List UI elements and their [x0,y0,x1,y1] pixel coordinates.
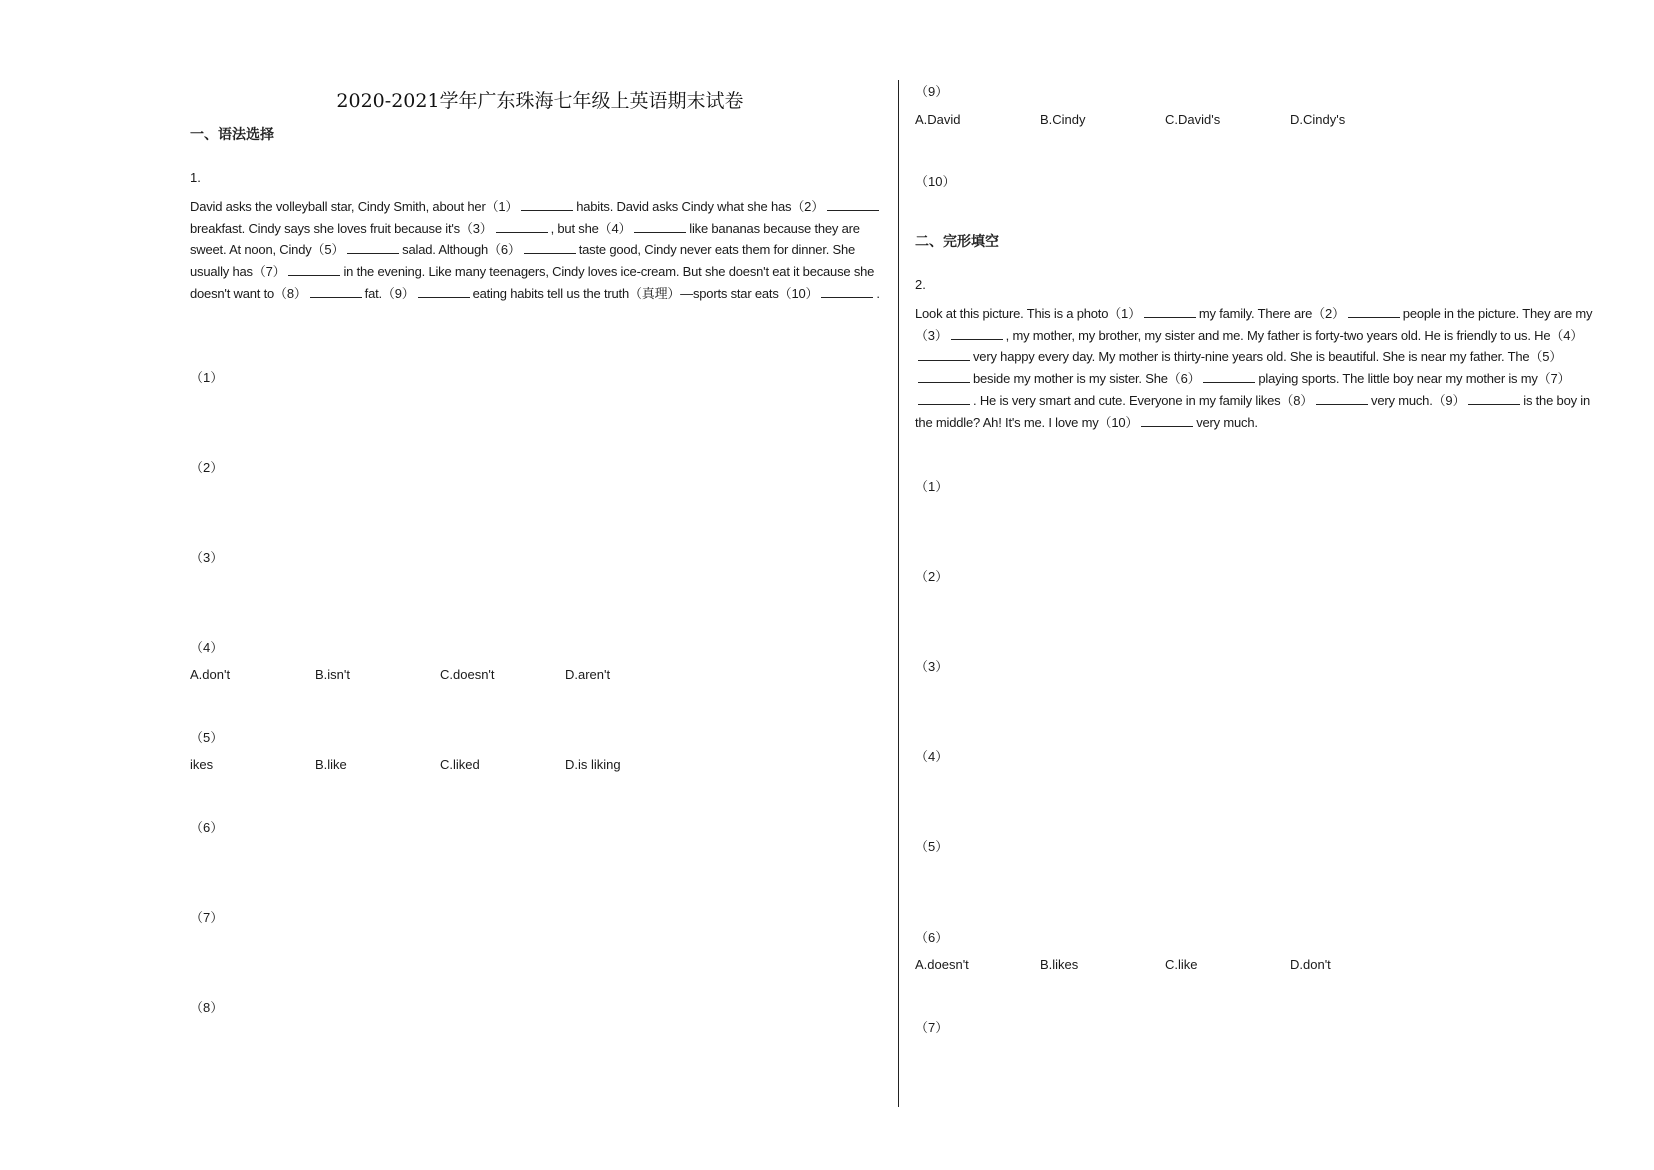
answer-blank-9[interactable] [1468,392,1520,405]
options-item-4 [190,667,880,687]
answer-blank-4[interactable] [634,220,686,233]
answer-blank-10[interactable] [1141,414,1193,427]
sub-item-1: （1） [915,479,949,494]
answer-blank-6[interactable] [1203,370,1255,383]
option-b[interactable]: B.Cindy [1040,112,1086,127]
sub-item-7: （7） [915,1020,949,1035]
passage-text: fat.（9） [364,285,415,301]
answer-blank-2[interactable] [1348,305,1400,318]
answer-blank-1[interactable] [521,198,573,211]
passage-text: breakfast. Cindy says she loves fruit because it's（3） [190,220,493,236]
sub-item-6: （6） [190,820,224,835]
option-a[interactable]: A.David [915,112,961,127]
sub-item-8: （8） [190,1000,224,1015]
page-title: 2020-2021学年广东珠海七年级上英语期末试卷 [336,90,744,112]
question-2-number: 2. [915,277,926,292]
options-item-5 [190,757,880,777]
sub-item-7: （7） [190,910,224,925]
sub-item-6: （6） [915,930,949,945]
answer-blank-5[interactable] [918,370,970,383]
passage-text: beside my mother is my sister. She（6） [973,371,1201,387]
sub-item-3: （3） [190,550,224,565]
answer-blank-6[interactable] [524,241,576,254]
passage-text: Look at this picture. This is a photo（1） [915,306,1141,321]
passage-text: in the evening. Like many teenagers, Cindy loves ice-cream. But she doesn't eat it because she doesn't want to（8） [190,264,875,301]
options-item-6 [915,957,1605,977]
option-a[interactable]: A.don't [190,667,231,682]
passage-text: very much. [1196,414,1258,430]
answer-blank-3[interactable] [951,327,1003,340]
sub-item-1: （1） [190,370,224,385]
option-c[interactable]: C.liked [440,757,480,772]
sub-item-2: （2） [915,569,949,584]
option-d[interactable]: D.Cindy's [1290,112,1346,127]
answer-blank-2[interactable] [827,198,879,211]
option-d[interactable]: D.aren't [565,667,611,682]
options-item-9 [915,112,1605,132]
passage-text: my family. There are（2） [1198,306,1345,321]
sub-item-5: （5） [915,839,949,854]
sub-item-5: （5） [190,730,224,745]
option-c[interactable]: C.like [1165,957,1198,972]
question-1-passage [190,196,890,305]
section-2-heading: 二、完形填空 [915,234,999,250]
sub-item-9: （9） [915,84,949,99]
passage-text: like bananas because they are sweet. At noon, Cindy（5） [190,220,860,258]
option-a[interactable]: ikes [190,757,214,772]
option-c[interactable]: C.doesn't [440,667,495,682]
sub-item-4: （4） [190,640,224,655]
answer-blank-8[interactable] [1316,392,1368,405]
answer-blank-3[interactable] [496,220,548,233]
answer-blank-10[interactable] [821,285,873,298]
option-c[interactable]: C.David's [1165,112,1221,127]
passage-text: David asks the volleyball star, Cindy Smith, about her（1） [190,199,519,214]
passage-text: habits. David asks Cindy what she has（2） [576,199,824,214]
passage-text: . He is very smart and cute. Everyone in my family likes（8） [973,392,1314,408]
sub-item-3: （3） [915,659,949,674]
passage-text: , but she（4） [550,220,632,236]
answer-blank-4[interactable] [918,348,970,361]
option-d[interactable]: D.is liking [565,757,621,772]
answer-blank-1[interactable] [1144,305,1196,318]
passage-text: people in the picture. They are my（3） [915,306,1593,343]
passage-text: salad. Although（6） [402,242,521,258]
option-b[interactable]: B.likes [1040,957,1079,972]
passage-text: , my mother, my brother, my sister and me. My father is forty-two years old. He is friendly to us. He（4） [1005,327,1584,343]
passage-text: taste good, Cindy never eats them for dinner. She usually has（7） [190,242,856,280]
section-1-heading: 一、语法选择 [190,127,274,143]
answer-blank-8[interactable] [310,285,362,298]
option-b[interactable]: B.isn't [315,667,350,682]
option-a[interactable]: A.doesn't [915,957,969,972]
option-b[interactable]: B.like [315,757,347,772]
answer-blank-9[interactable] [418,285,470,298]
passage-text: very much.（9） [1371,392,1466,408]
answer-blank-5[interactable] [347,241,399,254]
sub-item-10: （10） [915,174,956,189]
sub-item-4: （4） [915,749,949,764]
sub-item-2: （2） [190,460,224,475]
answer-blank-7[interactable] [918,392,970,405]
option-d[interactable]: D.don't [1290,957,1331,972]
passage-text: playing sports. The little boy near my mother is my（7） [1258,371,1571,387]
passage-text: eating habits tell us the truth（真理）—sports star eats（10） [472,285,819,301]
question-1-number: 1. [190,170,201,185]
passage-text: is the boy in the middle? Ah! It's me. I love my（10） [915,392,1591,430]
answer-blank-7[interactable] [288,263,340,276]
column-divider [898,80,899,1107]
passage-text: very happy every day. My mother is thirty-nine years old. She is beautiful. She is near my father. The（5） [973,349,1563,365]
passage-text: . [876,285,880,301]
question-2-passage [915,303,1605,433]
